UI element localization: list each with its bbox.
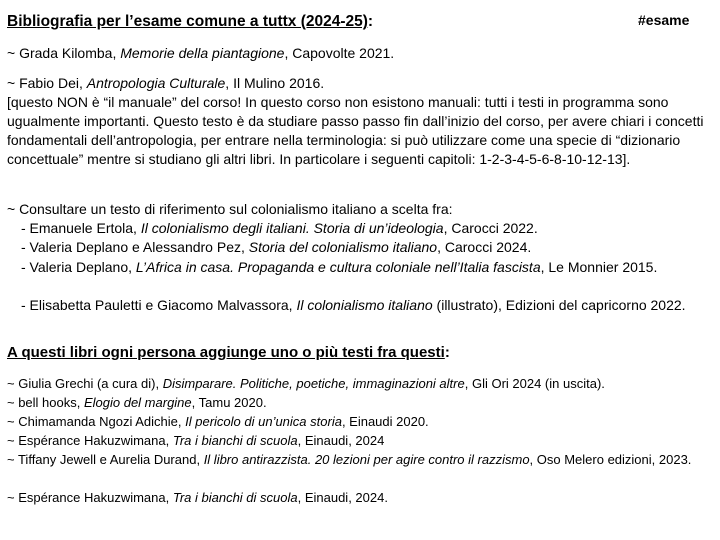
- ref-publisher: , Carocci 2022.: [443, 220, 538, 236]
- ref-title: Tra i bianchi di scuola: [172, 490, 298, 505]
- optional-reference-adichie: [7, 412, 429, 431]
- ref-title: Il libro antirazzista. 20 lezioni per agire contro il razzismo: [203, 452, 530, 467]
- ref-publisher: , Oso Melero edizioni, 2023.: [529, 452, 692, 467]
- optional-reference-grechi: [7, 374, 605, 393]
- ref-publisher: , Carocci 2024.: [437, 239, 532, 255]
- ref-author: ~ Chimamanda Ngozi Adichie,: [7, 414, 186, 429]
- section-heading-colon: :: [444, 344, 450, 361]
- ref-publisher: , Gli Ori 2024 (in uscita).: [464, 376, 605, 391]
- ref-author: ~ Tiffany Jewell e Aurelia Durand,: [7, 452, 204, 467]
- course-note: [questo NON è “il manuale” del corso! In questo corso non esistono manuali: tutti i testi in programma sono ugualmente importanti. Questo testo è da studiare passo passo fin dall’inizio del corso, per avere chiari i concetti fondamentali dell’antropologia, per entrare nella terminologia: si può utilizzare come una specie di “dizionario concettuale” mentre si studiano gli altri libri. In particolare i seguenti capitoli: 1-2-3-4-5-6-8-10-12-13].: [7, 94, 704, 167]
- ref-title: Il colonialismo degli italiani. Storia di un’ideologia: [140, 220, 444, 236]
- ref-author: ~ Fabio Dei,: [7, 75, 87, 91]
- ref-publisher: , Tamu 2020.: [191, 395, 267, 410]
- optional-reference-jewell: [7, 450, 713, 469]
- ref-author: ~ Giulia Grechi (a cura di),: [7, 376, 163, 391]
- reference-dei: [7, 74, 324, 93]
- ref-title: Antropologia Culturale: [86, 75, 226, 91]
- colonial-intro: ~ Consultare un testo di riferimento sul colonialismo italiano a scelta fra:: [7, 201, 453, 217]
- ref-publisher: , Einaudi 2020.: [341, 414, 429, 429]
- page-title-text: Bibliografia per l’esame comune a tuttx (2024-25): [7, 13, 368, 30]
- ref-author: - Elisabetta Pauletti e Giacomo Malvassora,: [21, 297, 297, 313]
- ref-author: - Emanuele Ertola,: [21, 220, 141, 236]
- ref-publisher: , Le Monnier 2015.: [540, 259, 658, 275]
- ref-publisher: , Einaudi, 2024: [297, 433, 385, 448]
- section-heading: [7, 344, 450, 361]
- ref-author: ~ Espérance Hakuzwimana,: [7, 490, 173, 505]
- page-title-colon: :: [367, 13, 374, 30]
- page-title: [7, 13, 373, 31]
- ref-title: Storia del colonialismo italiano: [248, 239, 438, 255]
- optional-reference-hooks: [7, 393, 267, 412]
- ref-title: Disimparare. Politiche, poetiche, immaginazioni altre: [162, 376, 465, 391]
- ref-publisher: , Einaudi, 2024.: [297, 490, 388, 505]
- reference-kilomba: [7, 44, 394, 63]
- ref-title: L’Africa in casa. Propaganda e cultura coloniale nell’Italia fascista: [135, 259, 541, 275]
- ref-title: Il pericolo di un’unica storia: [185, 414, 342, 429]
- ref-author: - Valeria Deplano,: [21, 259, 136, 275]
- ref-publisher: (illustrato), Edizioni del capricorno 2022.: [432, 297, 686, 313]
- ref-title: Il colonialismo italiano: [296, 297, 433, 313]
- ref-author: ~ Grada Kilomba,: [7, 45, 121, 61]
- optional-reference-hakuzwimana-2: [7, 488, 388, 507]
- optional-reference-hakuzwimana: [7, 431, 384, 450]
- ref-publisher: , Il Mulino 2016.: [225, 75, 325, 91]
- hashtag-label: #esame: [638, 12, 690, 28]
- colonial-reference-deplano-pez: [21, 238, 720, 257]
- colonial-reference-deplano: [21, 258, 720, 277]
- ref-author: ~ bell hooks,: [7, 395, 84, 410]
- colonial-reference-ertola: [21, 219, 720, 238]
- section-heading-text: A questi libri ogni persona aggiunge uno o più testi fra questi: [7, 344, 445, 361]
- ref-title: Memorie della piantagione: [120, 45, 285, 61]
- ref-publisher: , Capovolte 2021.: [284, 45, 395, 61]
- ref-author: - Valeria Deplano e Alessandro Pez,: [21, 239, 249, 255]
- ref-title: Elogio del margine: [83, 395, 192, 410]
- colonial-reference-pauletti: [21, 296, 720, 315]
- ref-author: ~ Espérance Hakuzwimana,: [7, 433, 173, 448]
- ref-title: Tra i bianchi di scuola: [172, 433, 298, 448]
